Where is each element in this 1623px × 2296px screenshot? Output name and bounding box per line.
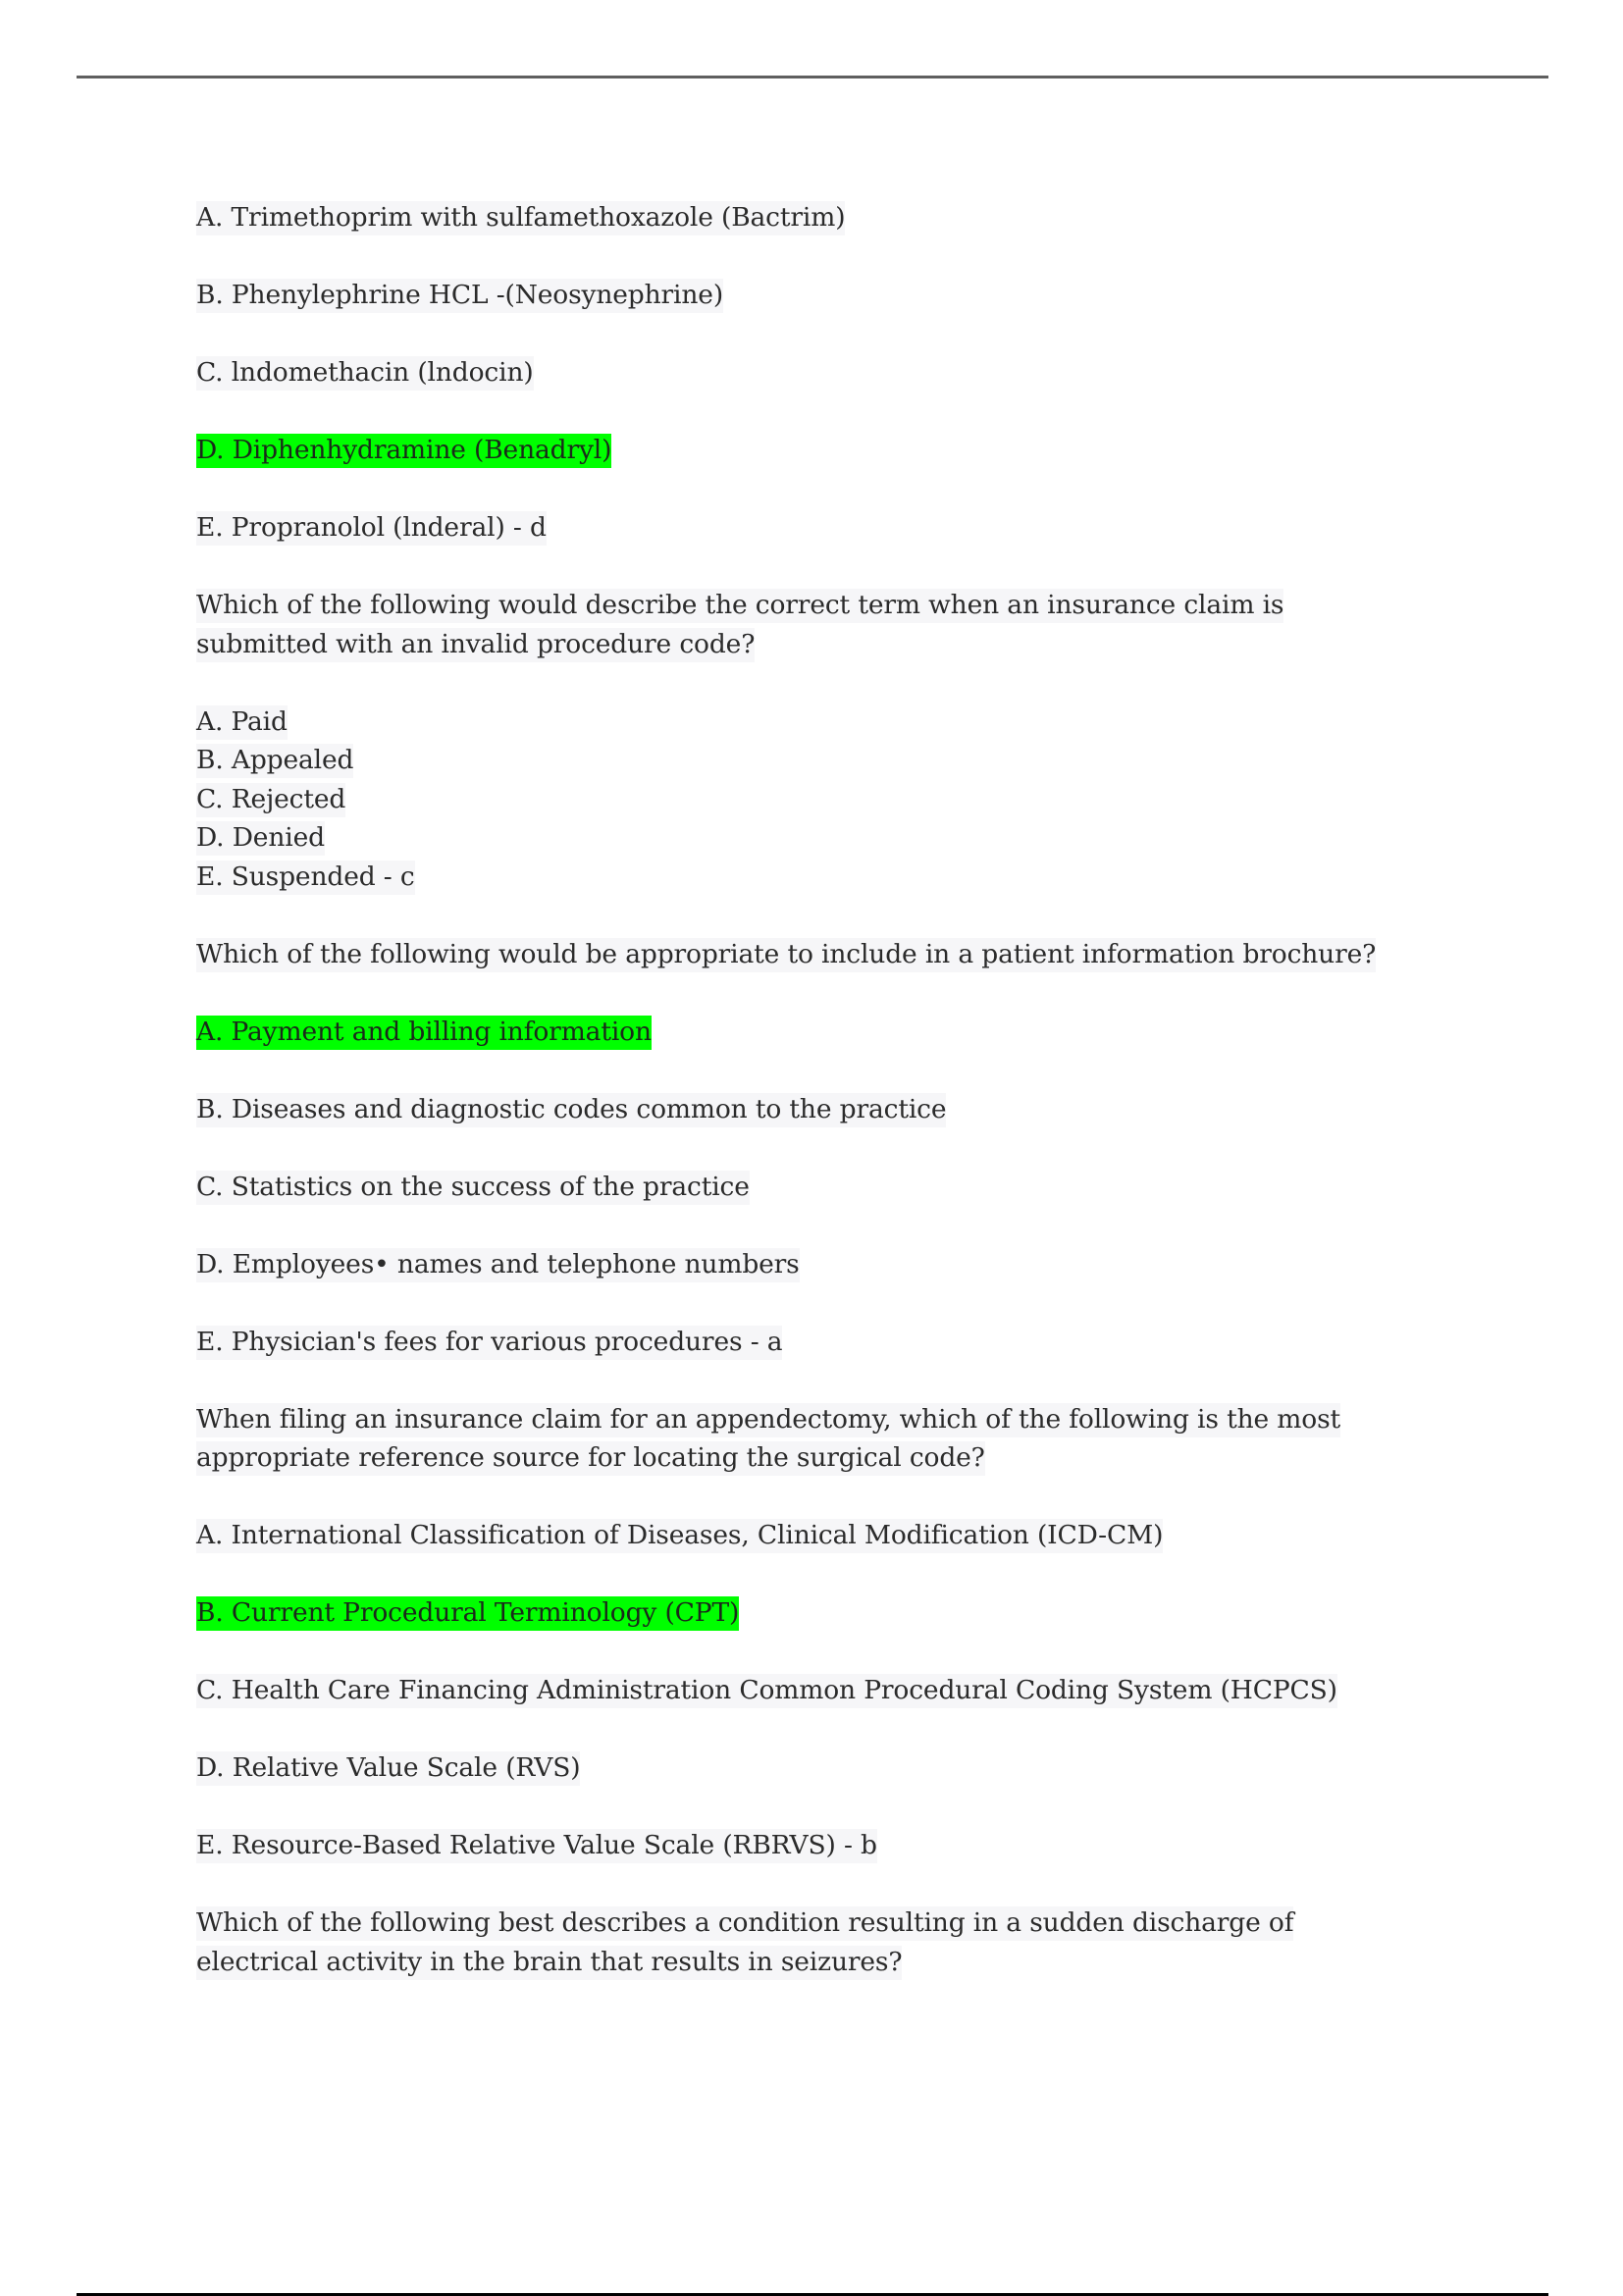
option-e: E. Physician's fees for various procedures - a	[196, 1323, 1550, 1362]
option-b: B. Diseases and diagnostic codes common to the practice	[196, 1090, 1550, 1129]
option-b: B. Phenylephrine HCL -(Neosynephrine)	[196, 276, 1550, 315]
answer-highlight: A. Payment and billing information	[196, 1016, 652, 1050]
option-d: D. Relative Value Scale (RVS)	[196, 1748, 1550, 1788]
question-text: Which of the following best describes a condition resulting in a sudden discharge of electrical activity in the brain that results in seizures?	[196, 1904, 1550, 1981]
option-c: C. Statistics on the success of the practice	[196, 1168, 1550, 1207]
option-c: C. Health Care Financing Administration Common Procedural Coding System (HCPCS)	[196, 1671, 1550, 1710]
document-body	[196, 198, 1550, 2020]
header-rule	[77, 76, 1548, 78]
option-c: C. Rejected	[196, 780, 1550, 819]
option-b: B. Appealed	[196, 741, 1550, 780]
answer-highlight: B. Current Procedural Terminology (CPT)	[196, 1596, 739, 1631]
option-a-correct	[196, 1013, 1550, 1052]
option-d: D. Denied	[196, 818, 1550, 858]
answer-highlight: D. Diphenhydramine (Benadryl)	[196, 434, 611, 468]
option-b-correct	[196, 1593, 1550, 1633]
option-e: E. Propranolol (lnderal) - d	[196, 508, 1550, 548]
option-list-compact	[196, 703, 1550, 897]
option-a: A. Paid	[196, 703, 1550, 742]
question-text: Which of the following would be appropriate to include in a patient information brochure?	[196, 935, 1550, 974]
question-text: When filing an insurance claim for an appendectomy, which of the following is the most appropriate reference source for locating the surgical code?	[196, 1400, 1550, 1478]
option-a: A. International Classification of Diseases, Clinical Modification (ICD-CM)	[196, 1516, 1550, 1555]
question-text: Which of the following would describe the correct term when an insurance claim is submitted with an invalid procedure code?	[196, 586, 1550, 663]
option-e: E. Suspended - c	[196, 858, 1550, 897]
option-d-correct	[196, 431, 1550, 470]
option-d: D. Employees• names and telephone numbers	[196, 1245, 1550, 1284]
option-a: A. Trimethoprim with sulfamethoxazole (Bactrim)	[196, 198, 1550, 237]
option-c: C. lndomethacin (lndocin)	[196, 353, 1550, 392]
option-e: E. Resource-Based Relative Value Scale (RBRVS) - b	[196, 1826, 1550, 1865]
